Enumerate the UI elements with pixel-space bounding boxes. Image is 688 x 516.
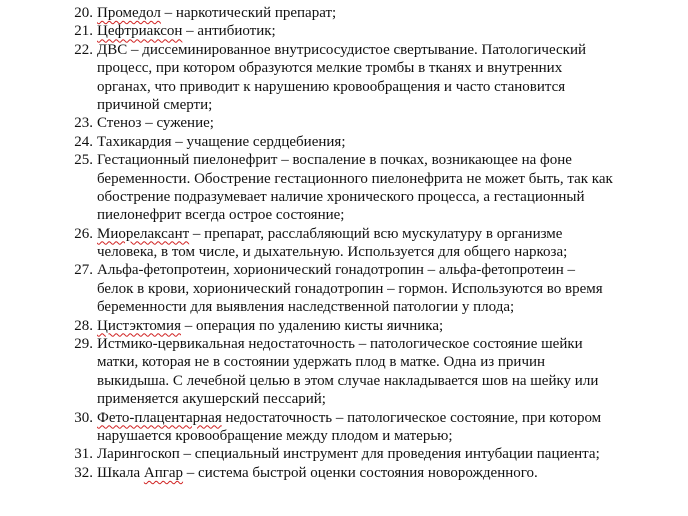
item-text: Ларингоскоп – специальный инструмент для проведения интубации пациента; [97, 446, 600, 463]
document-page [0, 4, 688, 482]
list-item-continuation [0, 96, 688, 114]
list-item [0, 335, 688, 353]
item-text: обострение подразумевает наличие хронического процесса, а гестационный [97, 188, 585, 205]
item-text: матки, которая не в состоянии удержать плод в матке. Одна из причин [97, 354, 546, 371]
item-text: нарушается кровообращение между плодом и матерью; [97, 427, 453, 444]
list-item-continuation [0, 372, 688, 390]
item-text: Промедол – наркотический препарат; [97, 5, 337, 21]
spellcheck-term: Промедол [97, 5, 161, 21]
list-item-continuation [0, 353, 688, 371]
item-text: Истмико-цервикальная недостаточность – патологическое состояние шейки [97, 336, 583, 353]
list-item-continuation [0, 59, 688, 77]
item-text: органах, что приводит к нарушению кровообращения и часто становится [97, 78, 566, 95]
item-text: Стеноз – сужение; [97, 115, 214, 132]
list-item-continuation [0, 280, 688, 298]
list-item-continuation [0, 298, 688, 316]
list-item [0, 409, 688, 427]
list-item-continuation [0, 170, 688, 188]
item-number: 27. [74, 262, 93, 279]
item-text: Тахикардия – учащение сердцебиения; [97, 133, 346, 150]
item-text: человека, в том числе, и дыхательную. Используется для общего наркоза; [97, 244, 568, 261]
list-item-continuation [0, 78, 688, 96]
item-number: 20. [74, 5, 93, 21]
item-number: 32. [74, 464, 93, 481]
item-number: 31. [74, 446, 93, 463]
item-text: Фето-плацентарная недостаточность – патологическое состояние, при котором [97, 409, 602, 426]
item-text: причиной смерти; [97, 96, 213, 113]
list-item-continuation [0, 390, 688, 408]
item-number: 29. [74, 336, 93, 353]
item-number: 21. [74, 23, 93, 40]
list-item-continuation [0, 206, 688, 224]
item-text: Шкала Апгар – система быстрой оценки состояния новорожденного. [97, 464, 538, 481]
item-text: беременности. Обострение гестационного пиелонефрита не может быть, так как [97, 170, 613, 187]
item-text: Гестационный пиелонефрит – воспаление в почках, возникающее на фоне [97, 152, 572, 169]
item-text: беременности для выявления наследственной патологии у плода; [97, 299, 515, 316]
spellcheck-term: Цистэктомия [97, 317, 181, 334]
item-number: 25. [74, 152, 93, 169]
list-item [0, 445, 688, 463]
list-item [0, 133, 688, 151]
item-text: применяется акушерский пессарий; [97, 391, 326, 408]
item-number: 30. [74, 409, 93, 426]
spellcheck-term: Фето-плацентарная [97, 409, 222, 426]
item-number: 26. [74, 225, 93, 242]
list-item [0, 114, 688, 132]
list-item [0, 22, 688, 40]
item-text: процесс, при котором образуются мелкие тромбы в тканях и внутренних [97, 60, 563, 77]
list-item [0, 151, 688, 169]
item-text: выкидыша. С лечебной целью в этом случае накладывается шов на шейку или [97, 372, 599, 389]
spellcheck-term: Цефтриаксон [97, 23, 183, 40]
item-number: 23. [74, 115, 93, 132]
list-item-continuation [0, 243, 688, 261]
item-number: 24. [74, 133, 93, 150]
item-text: Альфа-фетопротеин, хорионический гонадотропин – альфа-фетопротеин – [97, 262, 575, 279]
list-item [0, 225, 688, 243]
list-item-continuation [0, 427, 688, 445]
item-number: 22. [74, 41, 93, 58]
list-item-continuation [0, 188, 688, 206]
item-text: пиелонефрит всегда острое состояние; [97, 207, 345, 224]
list-item [0, 41, 688, 59]
item-text: Миорелаксант – препарат, расслабляющий всю мускулатуру в организме [97, 225, 563, 242]
spellcheck-term: Апгар [143, 464, 184, 481]
list-item [0, 317, 688, 335]
item-text: Цефтриаксон – антибиотик; [97, 23, 276, 40]
list-item [0, 464, 688, 482]
spellcheck-term: Миорелаксант [97, 225, 190, 242]
list-item [0, 4, 688, 22]
item-number: 28. [74, 317, 93, 334]
item-text: белок в крови, хорионический гонадотропин – гормон. Используются во время [97, 280, 603, 297]
list-item [0, 261, 688, 279]
item-text: ДВС – диссеминированное внутрисосудистое свертывание. Патологический [97, 41, 587, 58]
item-text: Цистэктомия – операция по удалению кисты яичника; [97, 317, 444, 334]
